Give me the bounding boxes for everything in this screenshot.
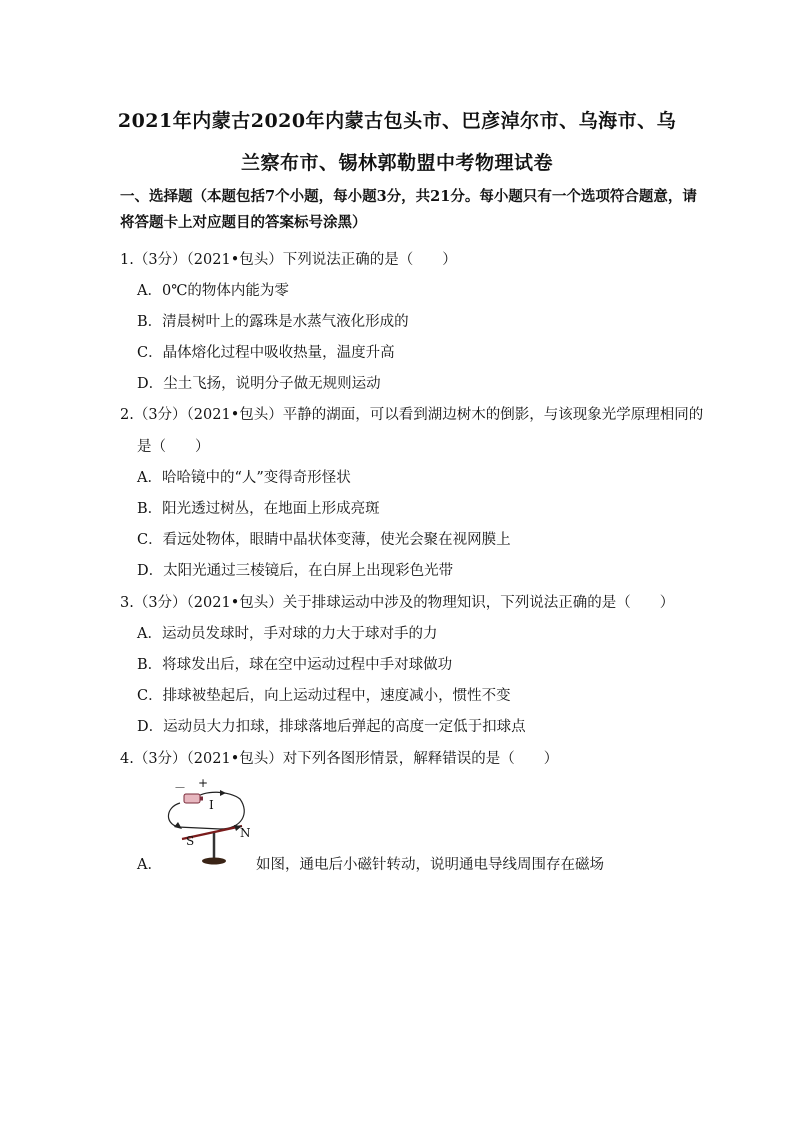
question-2-stem: 2.（3分）（2021•包头）平静的湖面，可以看到湖边树木的倒影，与该现象光学原理相同的: [120, 407, 704, 423]
exam-title-line2: 兰察布市、锡林郭勒盟中考物理试卷: [240, 152, 553, 174]
question-4-stem: 4.（3分）（2021•包头）对下列各图形情景，解释错误的是（ ）: [120, 751, 559, 767]
question-2-stem-cont: 是（ ）: [137, 439, 210, 455]
question-1-option-a: A．0℃的物体内能为零: [137, 283, 289, 299]
wire-loop: [168, 792, 244, 829]
current-label: I: [209, 798, 214, 812]
question-2-option-b: B．阳光透过树丛，在地面上形成亮斑: [137, 501, 380, 517]
exam-title-line1: 2021年内蒙古2020年内蒙古包头市、巴彦淖尔市、乌海市、乌: [117, 110, 677, 132]
negative-terminal-label: －: [174, 781, 187, 795]
battery: [184, 794, 200, 803]
question-1-option-b: B．清晨树叶上的露珠是水蒸气液化形成的: [137, 314, 409, 330]
question-1-option-d: D．尘土飞扬，说明分子做无规则运动: [137, 376, 381, 392]
south-pole-label: S: [186, 834, 195, 848]
question-3-option-d: D．运动员大力扣球，排球落地后弹起的高度一定低于扣球点: [137, 719, 526, 735]
current-arrow-top: [220, 790, 226, 796]
compass-base: [202, 858, 226, 865]
question-3-stem: 3.（3分）（2021•包头）关于排球运动中涉及的物理知识，下列说法正确的是（ ）: [120, 595, 675, 611]
oersted-experiment-figure: [160, 777, 260, 869]
question-3-option-a: A．运动员发球时，手对球的力大于球对手的力: [137, 626, 438, 642]
question-4-option-a-text: 如图，通电后小磁针转动，说明通电导线周围存在磁场: [256, 857, 604, 873]
section-heading: 一、选择题（本题包括7个小题，每小题3分，共21分。每小题只有一个选项符合题意，请将答题卡上对应题目的答案标号涂黑）: [120, 188, 697, 231]
question-2-option-c: C．看远处物体，眼睛中晶状体变薄，使光会聚在视网膜上: [137, 532, 511, 548]
question-3-option-c: C．排球被垫起后，向上运动过程中，速度减小，惯性不变: [137, 688, 511, 704]
question-2-option-a: A．哈哈镜中的“人”变得奇形怪状: [137, 470, 351, 486]
question-1-option-c: C．晶体熔化过程中吸收热量，温度升高: [137, 345, 395, 361]
question-2-option-d: D．太阳光通过三棱镜后，在白屏上出现彩色光带: [137, 563, 454, 579]
question-3-option-b: B．将球发出后，球在空中运动过程中手对球做功: [137, 657, 453, 673]
question-4-option-a-letter: A．: [137, 857, 162, 873]
question-1-stem: 1.（3分）（2021•包头）下列说法正确的是（ ）: [120, 252, 457, 268]
north-pole-label: N: [240, 826, 251, 840]
positive-terminal-label: +: [198, 777, 209, 790]
